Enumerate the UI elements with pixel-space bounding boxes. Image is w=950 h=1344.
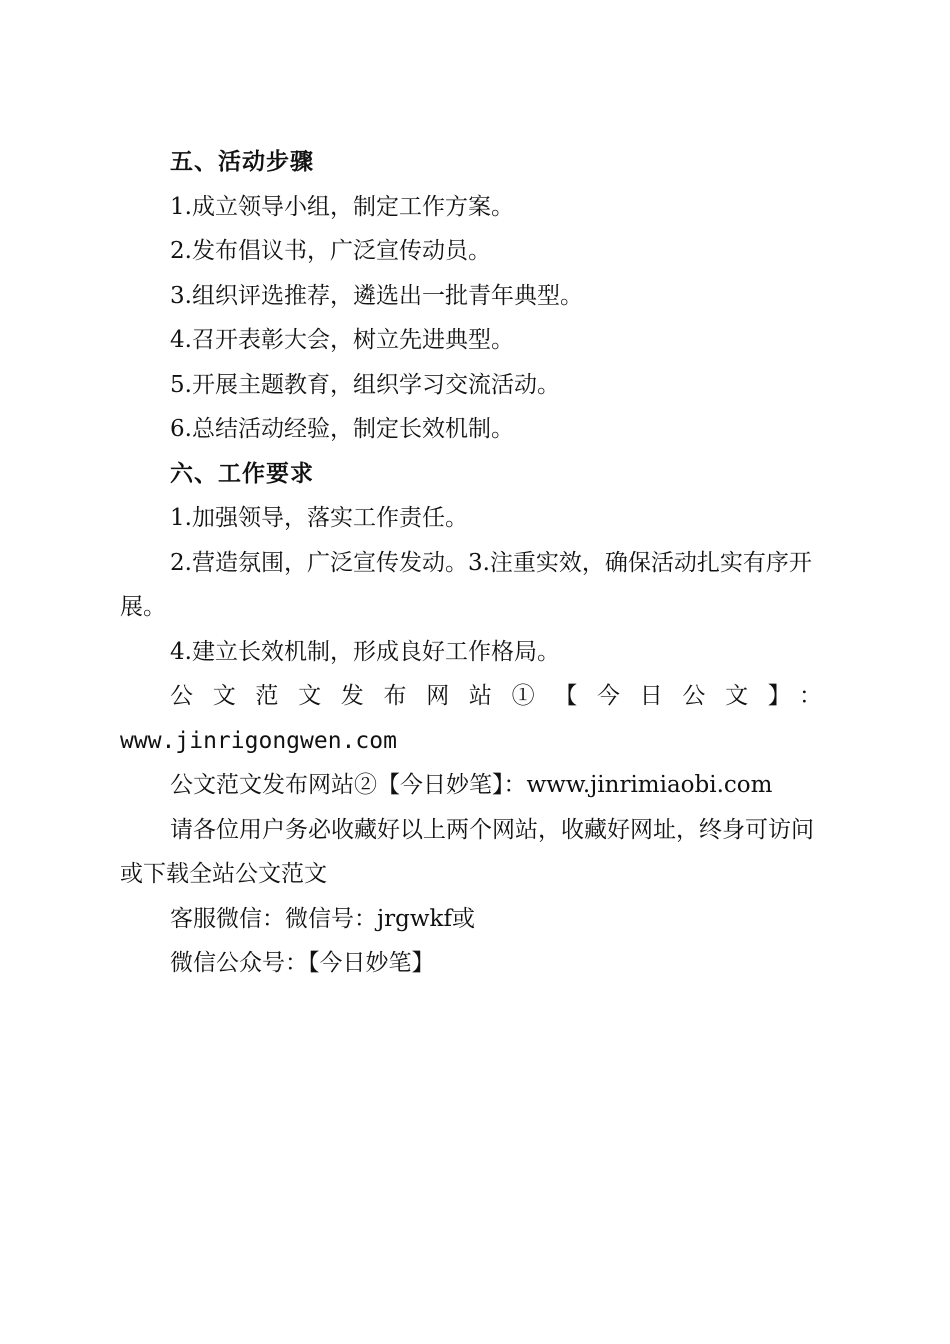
step-item-2: 2.发布倡议书，广泛宣传动员。 (170, 238, 491, 264)
customer-service-wechat: 客服微信：微信号：jrgwkf或 (170, 905, 475, 932)
document-body (120, 140, 822, 986)
step-item-4: 4.召开表彰大会，树立先进典型。 (170, 327, 514, 353)
step-item-6: 6.总结活动经验，制定长效机制。 (170, 416, 514, 442)
section-heading-requirements: 六、工作要求 (170, 460, 314, 487)
requirement-item-4: 4.建立长效机制，形成良好工作格局。 (170, 638, 560, 665)
website-1-url: www.jinrigongwen.com (120, 727, 397, 754)
website-1-label: 公文范文发布网站①【今日公文】： (170, 683, 822, 709)
website-2-line: 公文范文发布网站②【今日妙笔】：www.jinrimiaobi.com (170, 772, 773, 798)
step-item-3: 3.组织评选推荐，遴选出一批青年典型。 (170, 282, 583, 309)
wechat-public-account: 微信公众号：【今日妙笔】 (170, 950, 435, 976)
section-heading-steps: 五、活动步骤 (170, 149, 314, 175)
step-item-5: 5.开展主题教育，组织学习交流活动。 (170, 371, 560, 398)
step-item-1: 1.成立领导小组，制定工作方案。 (170, 193, 514, 220)
bookmark-notice: 请各位用户务必收藏好以上两个网站，收藏好网址，终身可访问或下载全站公文范文 (120, 816, 814, 887)
requirement-item-2: 2.营造氛围，广泛宣传发动。3.注重实效，确保活动扎实有序开展。 (120, 549, 812, 620)
requirement-item-1: 1.加强领导，落实工作责任。 (170, 505, 468, 531)
